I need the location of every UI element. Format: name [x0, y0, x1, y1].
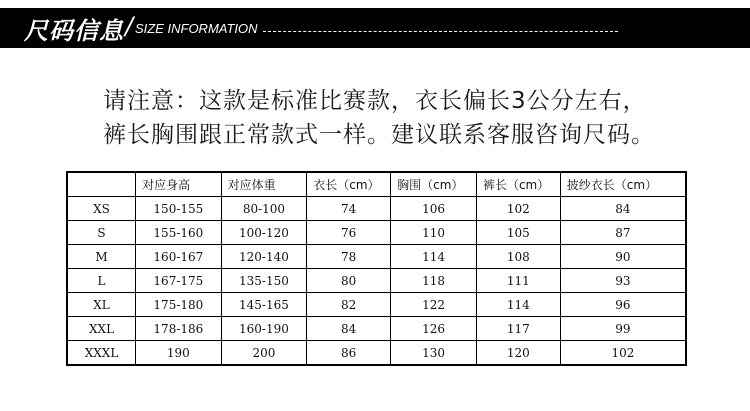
table-header-cell: 衣长（cm） [307, 172, 391, 197]
table-cell: 122 [391, 293, 477, 317]
table-cell: 78 [307, 245, 391, 269]
table-cell: 111 [476, 269, 560, 293]
table-cell: 160-190 [221, 317, 307, 341]
table-cell: 126 [391, 317, 477, 341]
table-cell: L [67, 269, 136, 293]
banner-slash: / [125, 12, 134, 40]
table-row [67, 317, 686, 341]
table-cell: 82 [307, 293, 391, 317]
table-cell: 76 [307, 221, 391, 245]
table-cell: 120-140 [221, 245, 307, 269]
table-header-cell: 胸围（cm） [391, 172, 477, 197]
table-cell: 74 [307, 197, 391, 221]
banner-title: 尺码信息 [24, 17, 124, 45]
table-cell: 117 [476, 317, 560, 341]
table-cell: 175-180 [136, 293, 222, 317]
table-row [67, 269, 686, 293]
table-cell: 167-175 [136, 269, 222, 293]
table-header-cell: 裤长（cm） [476, 172, 560, 197]
table-cell: 93 [560, 269, 686, 293]
table-cell: 84 [307, 317, 391, 341]
table-cell: 110 [391, 221, 477, 245]
title-banner [0, 8, 750, 48]
table-cell: 106 [391, 197, 477, 221]
table-cell: 114 [391, 245, 477, 269]
table-header-cell: 披纱衣长（cm） [560, 172, 686, 197]
table-row [67, 293, 686, 317]
table-cell: 108 [476, 245, 560, 269]
table-row [67, 197, 686, 221]
table-row [67, 341, 686, 366]
table-cell: 105 [476, 221, 560, 245]
table-cell: 80-100 [221, 197, 307, 221]
table-cell: 100-120 [221, 221, 307, 245]
table-cell: 86 [307, 341, 391, 366]
table-row [67, 221, 686, 245]
table-header-row [67, 172, 686, 197]
banner-dashed-line [263, 31, 618, 32]
table-cell: 118 [391, 269, 477, 293]
table-cell: 87 [560, 221, 686, 245]
table-cell: 135-150 [221, 269, 307, 293]
table-cell: 99 [560, 317, 686, 341]
table-cell: 114 [476, 293, 560, 317]
table-cell: 178-186 [136, 317, 222, 341]
size-table [66, 171, 687, 366]
table-cell: 130 [391, 341, 477, 366]
banner-subtitle: SIZE INFORMATION [135, 21, 258, 36]
table-header-cell: 对应体重 [221, 172, 307, 197]
table-cell: 155-160 [136, 221, 222, 245]
table-header-cell: 对应身高 [136, 172, 222, 197]
notice-text [103, 84, 655, 152]
table-cell: 102 [476, 197, 560, 221]
table-cell: 90 [560, 245, 686, 269]
table-cell: XS [67, 197, 136, 221]
table-cell: 150-155 [136, 197, 222, 221]
table-cell: XXXL [67, 341, 136, 366]
notice-line-2: 裤长胸围跟正常款式一样。建议联系客服咨询尺码。 [103, 122, 655, 148]
table-cell: 84 [560, 197, 686, 221]
table-cell: 102 [560, 341, 686, 366]
table-cell: 96 [560, 293, 686, 317]
table-cell: XL [67, 293, 136, 317]
table-cell: 200 [221, 341, 307, 366]
table-cell: 190 [136, 341, 222, 366]
notice-line-1: 请注意：这款是标准比赛款，衣长偏长3公分左右， [103, 88, 647, 114]
table-cell: 145-165 [221, 293, 307, 317]
table-cell: 80 [307, 269, 391, 293]
table-header-cell [67, 172, 136, 197]
table-cell: 120 [476, 341, 560, 366]
table-cell: 160-167 [136, 245, 222, 269]
table-cell: S [67, 221, 136, 245]
table-row [67, 245, 686, 269]
table-cell: XXL [67, 317, 136, 341]
table-cell: M [67, 245, 136, 269]
